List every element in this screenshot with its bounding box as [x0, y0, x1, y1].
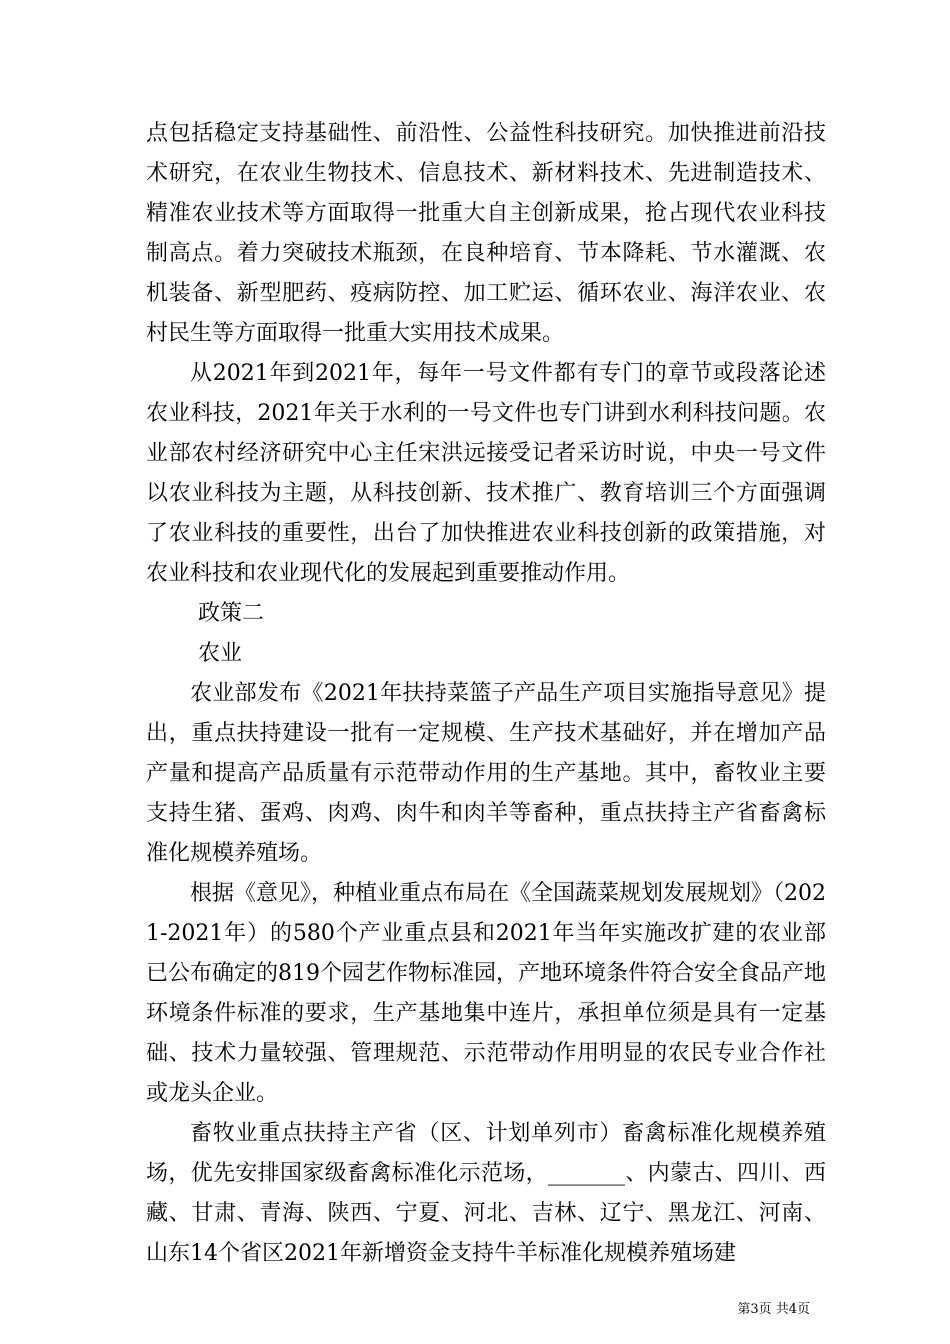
paragraph-1: 点包括稳定支持基础性、前沿性、公益性科技研究。加快推进前沿技术研究，在农业生物技术、信息技术、新材料技术、先进制造技术、精准农业技术等方面取得一批重大自主创新成果，抢占现代农业科技制高点。着力突破技术瓶颈，在良种培育、节本降耗、节水灌溉、农机装备、新型肥药、疫病防控、加工贮运、循环农业、海洋农业、农村民生等方面取得一批重大实用技术成果。	[146, 121, 826, 346]
paragraph-3: 农业部发布《2021年扶持菜篮子产品生产项目实施指导意见》提出，重点扶持建设一批有一定规模、生产技术基础好，并在增加产品产量和提高产品质量有示范带动作用的生产基地。其中，畜牧业主要支持生猪、蛋鸡、肉鸡、肉牛和肉羊等畜种，重点扶持主产省畜禽标准化规模养殖场。	[146, 681, 826, 866]
section-heading-policy-two: 政策二	[198, 601, 265, 626]
paragraph-4: 根据《意见》，种植业重点布局在《全国蔬菜规划发展规划》（2021-2021年）的580个产业重点县和2021年当年实施改扩建的农业部已公布确定的819个园艺作物标准园，产地环境条件符合安全食品产地环境条件标准的要求，生产基地集中连片，承担单位须是具有一定基础、技术力量较强、管理规范、示范带动作用明显的农民专业合作社或龙头企业。	[146, 881, 826, 1106]
paragraph-2: 从2021年到2021年，每年一号文件都有专门的章节或段落论述农业科技，2021年关于水利的一号文件也专门讲到水利科技问题。农业部农村经济研究中心主任宋洪远接受记者采访时说，中央一号文件以农业科技为主题，从科技创新、技术推广、教育培训三个方面强调了农业科技的重要性，出台了加快推进农业科技创新的政策措施，对农业科技和农业现代化的发展起到重要推动作用。	[146, 361, 826, 586]
section-heading-agriculture: 农业	[198, 641, 243, 666]
page-number: 第3页 共4页	[737, 1302, 810, 1317]
document-body	[146, 114, 826, 1274]
paragraph-5: 畜牧业重点扶持主产省（区、计划单列市）畜禽标准化规模养殖场，优先安排国家级畜禽标准化示范场，_______、内蒙古、四川、西藏、甘肃、青海、陕西、宁夏、河北、吉林、辽宁、黑龙江、河南、山东14个省区2021年新增资金支持牛羊标准化规模养殖场建	[146, 1121, 826, 1266]
